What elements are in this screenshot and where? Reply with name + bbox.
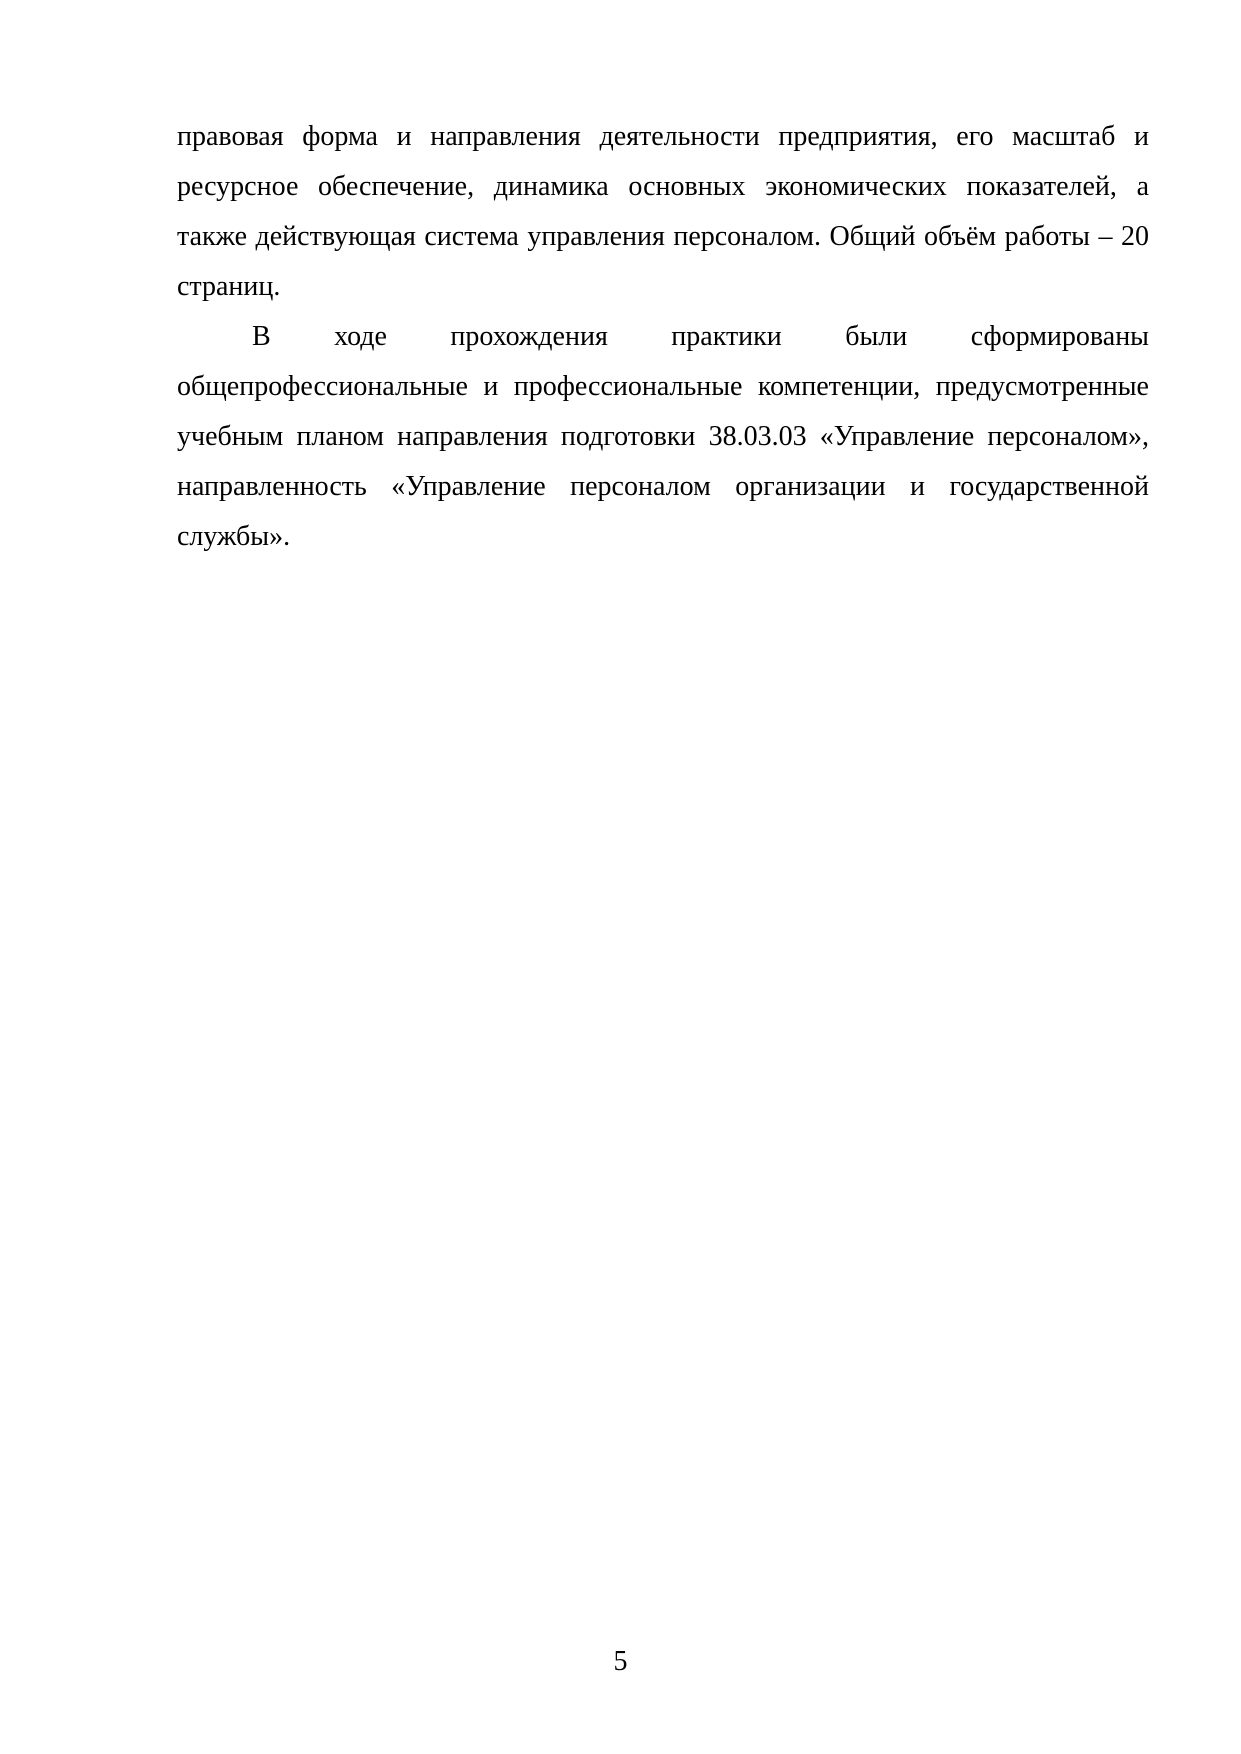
page-number: 5	[613, 1646, 628, 1677]
paragraph-competencies: В ходе прохождения практики были сформированы общепрофессиональные и профессиональные компетенции, предусмотренные учебным планом направления подготовки 38.03.03 «Управление персоналом», направленность «Управление персоналом организации и государственной службы».	[177, 321, 1149, 552]
document-body	[177, 112, 1149, 562]
paragraph-continued: правовая форма и направления деятельности предприятия, его масштаб и ресурсное обеспечение, динамика основных экономических показателей, а также действующая система управления персоналом. Общий объём работы – 20 страниц.	[177, 121, 1149, 302]
